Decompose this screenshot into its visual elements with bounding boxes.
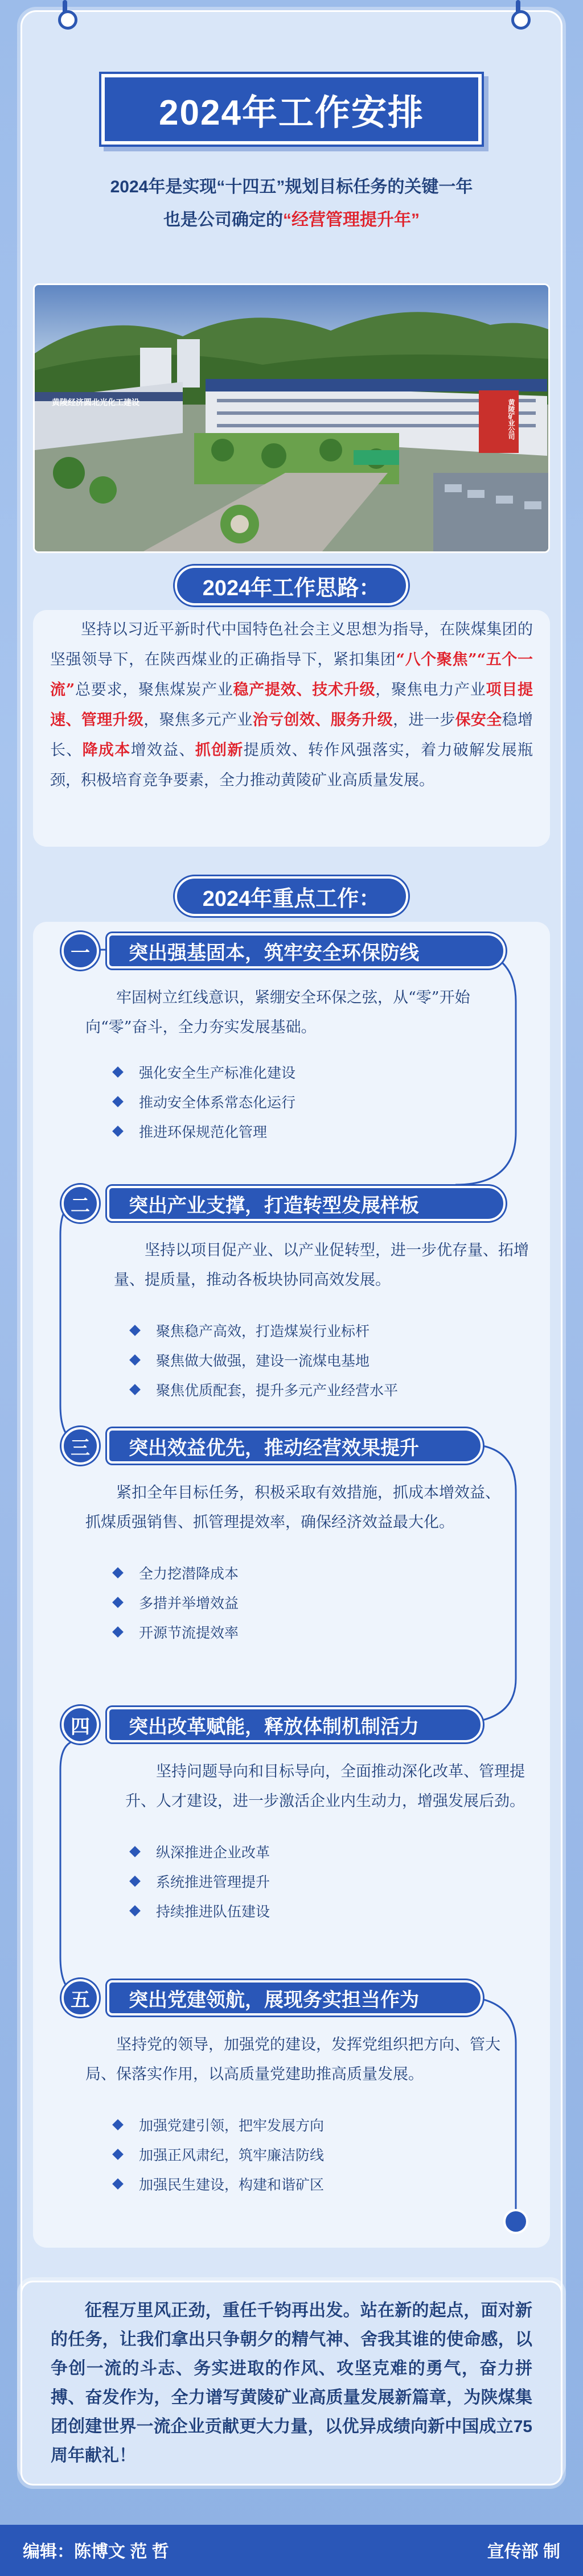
section-bullet-item xyxy=(114,1087,295,1116)
section-bullet-item xyxy=(131,1316,398,1345)
section-title: 突出效益优先，推动经营效果提升 xyxy=(107,1428,483,1464)
hanger-right xyxy=(516,0,520,26)
thinking-text-g: 增效益、 xyxy=(130,741,195,759)
thinking-hl-eight: “八个聚焦” xyxy=(396,651,477,669)
page-title: 2024年工作安排 xyxy=(159,93,424,133)
section-bullet-item xyxy=(114,1558,239,1588)
closing-text: 征程万里风正劲，重任千钧再出发。站在新的起点，面对新的任务，让我们拿出只争朝夕的精气神、舍我其谁的使命感，以争创一流的斗志、务实进取的作风、攻坚克难的勇气，奋力拼搏、奋发作为，全力谱写黄陵矿业高质量发展新篇章，为陕煤集团创建世界一流企业贡献更大力量，以优异成绩向新中国成立75周年献礼！ xyxy=(20,2281,563,2486)
hanger-left xyxy=(63,0,67,26)
thinking-text-b: 总要求，聚焦煤炭产业 xyxy=(75,681,233,699)
diamond-bullet-icon xyxy=(129,1354,141,1366)
diamond-bullet-icon xyxy=(112,2119,124,2130)
section-bullet-text: 加强正风肃纪，筑牢廉洁防线 xyxy=(139,2147,325,2163)
section-bullet-item xyxy=(131,1866,270,1896)
section-paragraph: 坚持党的领导，加强党的建设，发挥党组织把方向、管大局、保落实作用，以高质量党建助推高质量发展。 xyxy=(85,2036,500,2083)
section-bullet-list xyxy=(114,1558,239,1647)
thinking-heading: 2024年工作思路： xyxy=(175,566,408,605)
company-photo xyxy=(33,283,550,553)
thinking-paragraph xyxy=(50,615,533,796)
thinking-hl-safety: 保安全 xyxy=(455,711,502,729)
diamond-bullet-icon xyxy=(112,1066,124,1078)
section-bullet-text: 多措并举增效益 xyxy=(139,1595,239,1611)
section-title: 突出党建领航，展现务实担当作为 xyxy=(107,1980,483,2016)
section-bullet-text: 持续推进队伍建设 xyxy=(156,1903,270,1920)
section-bullet-item xyxy=(131,1837,270,1866)
section-bullet-text: 加强民生建设，构建和谐矿区 xyxy=(139,2177,325,2193)
section-bullet-list xyxy=(114,2110,324,2199)
diamond-bullet-icon xyxy=(112,2178,124,2190)
thinking-hl-cost: 降成本 xyxy=(82,741,131,759)
section-number-badge: 三 xyxy=(61,1427,99,1465)
section-bullet-list xyxy=(131,1316,398,1404)
section-bullet-item xyxy=(131,1345,398,1375)
building-sign-left: 黄陵经济圆北光化工建设 xyxy=(52,398,139,407)
campus-illustration xyxy=(35,285,550,553)
thinking-text-d: ，聚焦多元产业 xyxy=(143,711,253,729)
diamond-bullet-icon xyxy=(129,1905,141,1916)
section-bullet-text: 聚焦做大做强，建设一流煤电基地 xyxy=(156,1353,370,1369)
thinking-hl-innovation: 抓创新 xyxy=(195,741,244,759)
section-bullet-item xyxy=(114,1116,295,1146)
section-bullet-item xyxy=(114,1617,239,1647)
section-paragraph: 紧扣全年目标任务，积极采取有效措施，抓成本增效益、抓煤质强销售、抓管理提效率，确保经济效益最大化。 xyxy=(85,1484,500,1531)
diamond-bullet-icon xyxy=(112,1096,124,1107)
diamond-bullet-icon xyxy=(129,1384,141,1395)
thinking-text-a: 坚持以习近平新时代中国特色社会主义思想为指导，在陕煤集团的坚强领导下，在陕西煤业的正确指导下，紧扣集团 xyxy=(50,621,533,669)
diamond-bullet-icon xyxy=(129,1876,141,1887)
section-bullet-text: 聚焦优质配套，提升多元产业经营水平 xyxy=(156,1382,399,1399)
section-bullet-item xyxy=(114,2169,324,2199)
page-title-box xyxy=(101,74,482,145)
section-bullet-text: 全力挖潜降成本 xyxy=(139,1565,239,1582)
section-bullet-text: 纵深推进企业改革 xyxy=(156,1844,270,1861)
section-number-badge: 四 xyxy=(61,1706,99,1744)
section-number-badge: 一 xyxy=(61,932,99,970)
diamond-bullet-icon xyxy=(112,1597,124,1608)
section-bullet-item xyxy=(114,2140,324,2169)
section-bullet-text: 加强党建引领，把牢发展方向 xyxy=(139,2117,325,2134)
section-bullet-text: 推动安全体系常态化运行 xyxy=(139,1094,296,1111)
keywork-heading: 2024年重点工作： xyxy=(175,876,408,916)
thinking-text-c: ，聚焦电力产业 xyxy=(375,681,486,699)
footer-bar xyxy=(0,2525,583,2576)
intro-line-2 xyxy=(40,204,543,237)
thinking-text-h: 提质效、转作风强落实，着力破解发展瓶颈，积极培育竞争要素，全力推动黄陵矿业高质量发展。 xyxy=(50,741,533,789)
section-title: 突出改革赋能，释放体制机制活力 xyxy=(107,1707,483,1742)
thinking-card xyxy=(33,610,550,847)
section-paragraph: 牢固树立红线意识，紧绷安全环保之弦，从“零”开始向“零”奋斗，全力夯实发展基础。 xyxy=(85,989,470,1036)
thinking-hl-coal: 稳产提效、技术升级 xyxy=(233,681,376,699)
diamond-bullet-icon xyxy=(129,1846,141,1857)
intro-line-1: 2024年是实现“十四五”规划目标任务的关键一年 xyxy=(110,178,473,196)
section-bullet-list xyxy=(131,1837,270,1926)
section-bullet-item xyxy=(131,1896,270,1926)
diamond-bullet-icon xyxy=(112,1626,124,1638)
section-bullet-item xyxy=(114,2110,324,2140)
section-number-badge: 五 xyxy=(61,1979,99,2017)
intro-text xyxy=(40,171,543,237)
building-sign-right: 黄陵矿业公司 xyxy=(507,399,515,440)
footer-editors: 编辑：陈博文 范 哲 xyxy=(23,2542,169,2561)
thinking-hl-power: 项目提速、管理升级 xyxy=(50,681,533,729)
section-paragraph: 坚持问题导向和目标导向，全面推动深化改革、管理提升、人才建设，进一步激活企业内生动力，增强发展后劲。 xyxy=(125,1763,525,1810)
diamond-bullet-icon xyxy=(129,1325,141,1336)
section-paragraph: 坚持以项目促产业、以产业促转型，进一步优存量、拓增量、提质量，推动各板块协同高效发展。 xyxy=(114,1242,529,1289)
section-bullet-text: 推进环保规范化管理 xyxy=(139,1124,268,1140)
diamond-bullet-icon xyxy=(112,2149,124,2160)
section-bullet-text: 强化安全生产标准化建设 xyxy=(139,1065,296,1081)
footer-department: 宣传部 制 xyxy=(487,2542,560,2561)
thinking-hl-five: “五个一流” xyxy=(50,651,533,699)
diamond-bullet-icon xyxy=(112,1567,124,1578)
section-bullet-text: 开源节流提效率 xyxy=(139,1625,239,1641)
section-bullet-list xyxy=(114,1057,295,1146)
thinking-text-e: ，进一步 xyxy=(393,711,455,729)
section-bullet-text: 系统推进管理提升 xyxy=(156,1874,270,1890)
section-bullet-item xyxy=(114,1057,295,1087)
section-title: 突出强基固本，筑牢安全环保防线 xyxy=(107,933,506,968)
section-number-badge: 二 xyxy=(61,1185,99,1222)
thinking-text-f: 稳增长、 xyxy=(50,711,533,759)
section-bullet-item xyxy=(131,1375,398,1404)
diamond-bullet-icon xyxy=(112,1126,124,1137)
thinking-hl-diverse: 治亏创效、服务升级 xyxy=(252,711,393,729)
section-bullet-text: 聚焦稳产高效，打造煤炭行业标杆 xyxy=(156,1323,370,1339)
section-title: 突出产业支撑，打造转型发展样板 xyxy=(107,1186,506,1221)
section-bullet-item xyxy=(114,1588,239,1617)
intro-highlight: “经营管理提升年” xyxy=(283,211,420,229)
intro-line-2-text: 也是公司确定的 xyxy=(163,211,283,229)
